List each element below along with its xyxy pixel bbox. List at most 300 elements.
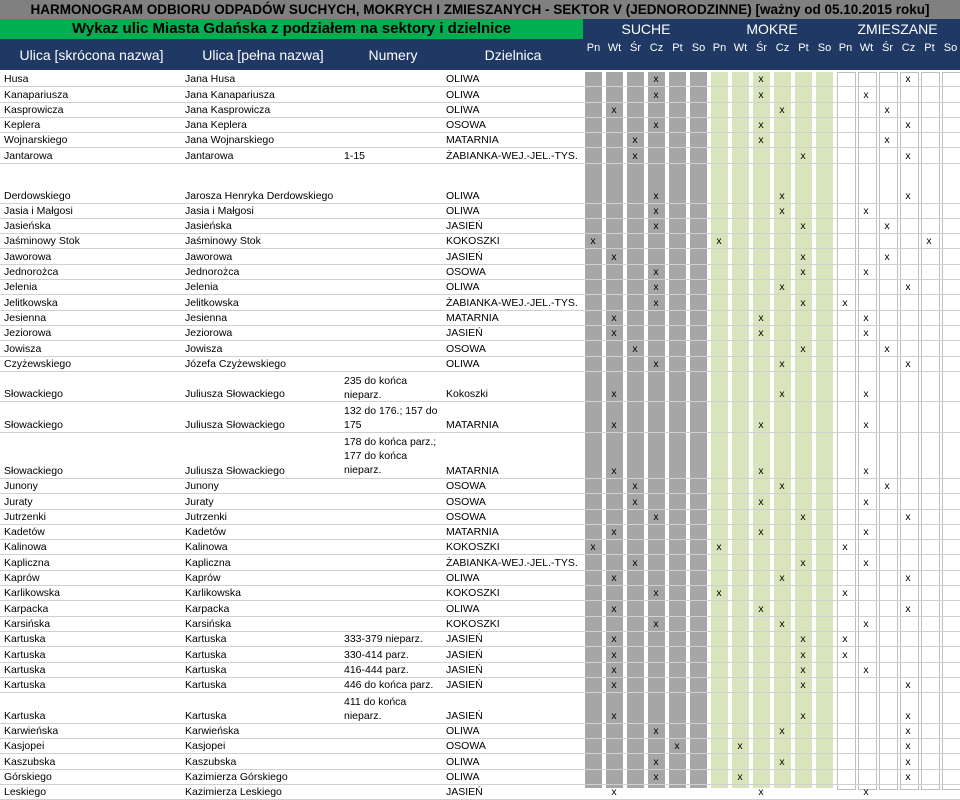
mark-zmieszane-Cz: x xyxy=(905,357,911,370)
table-row xyxy=(0,72,960,87)
column-header-district: Dzielnica xyxy=(484,47,542,63)
cell-full-name: Karpacka xyxy=(185,602,230,615)
table-row xyxy=(0,219,960,234)
cell-short-name: Górskiego xyxy=(4,770,52,783)
cell-district: OSOWA xyxy=(446,495,486,508)
cell-district: OLIWA xyxy=(446,281,480,294)
mark-mokre-Śr: x xyxy=(758,786,764,799)
cell-district: KOKOSZKI xyxy=(446,235,500,248)
mark-suche-Śr: x xyxy=(632,134,638,147)
cell-full-name: Jana Kasprowicza xyxy=(185,103,271,116)
cell-short-name: Kartuska xyxy=(4,663,46,676)
mark-zmieszane-Wt: x xyxy=(863,526,869,539)
cell-numbers: 330-414 parz. xyxy=(344,648,409,661)
mark-suche-Cz: x xyxy=(653,296,659,309)
cell-district: OLIWA xyxy=(446,602,480,615)
mark-mokre-Cz: x xyxy=(779,204,785,217)
mark-mokre-Pt: x xyxy=(800,510,806,523)
table-row xyxy=(0,663,960,678)
mark-zmieszane-Cz: x xyxy=(905,510,911,523)
table-row xyxy=(0,693,960,724)
cell-district: JASIEŃ xyxy=(446,633,483,646)
mark-suche-Cz: x xyxy=(653,88,659,101)
cell-short-name: Jednorożca xyxy=(4,266,59,279)
cell-full-name: Kalinowa xyxy=(185,541,228,554)
cell-short-name: Kasjopei xyxy=(4,740,45,753)
cell-full-name: Jana Kanapariusza xyxy=(185,88,275,101)
cell-district: OSOWA xyxy=(446,740,486,753)
mark-zmieszane-Cz: x xyxy=(905,755,911,768)
table-row xyxy=(0,479,960,494)
table-row xyxy=(0,149,960,164)
table-row xyxy=(0,188,960,203)
group-header-mokre: MOKRE xyxy=(746,21,798,37)
day-header-suche-3: Cz xyxy=(649,42,664,54)
mark-mokre-Pt: x xyxy=(800,342,806,355)
mark-zmieszane-Wt: x xyxy=(863,663,869,676)
column-header-short-name: Ulica [skrócona nazwa] xyxy=(19,47,164,63)
document-title: HARMONOGRAM ODBIORU ODPADÓW SUCHYCH, MOKRYCH I ZMIESZANYCH - SEKTOR V (JEDNORODZINNE) [ważny od 05.10.2015 roku] xyxy=(0,0,960,19)
cell-full-name: Jutrzenki xyxy=(185,510,228,523)
table-row xyxy=(0,87,960,102)
mark-zmieszane-Cz: x xyxy=(905,740,911,753)
mark-suche-Śr: x xyxy=(632,495,638,508)
cell-full-name: Kaprów xyxy=(185,572,221,585)
mark-mokre-Cz: x xyxy=(779,572,785,585)
cell-district: OLIWA xyxy=(446,755,480,768)
table-row xyxy=(0,510,960,525)
mark-mokre-Śr: x xyxy=(758,73,764,86)
cell-district: Kokoszki xyxy=(446,388,489,401)
cell-short-name: Wojnarskiego xyxy=(4,134,68,147)
cell-numbers: 416-444 parz. xyxy=(344,663,409,676)
mark-zmieszane-Pn: x xyxy=(842,296,848,309)
mark-suche-Cz: x xyxy=(653,119,659,132)
mark-mokre-Pn: x xyxy=(716,235,722,248)
mark-suche-Cz: x xyxy=(653,617,659,630)
cell-district: OSOWA xyxy=(446,510,486,523)
cell-short-name: Derdowskiego xyxy=(4,189,71,202)
mark-mokre-Cz: x xyxy=(779,725,785,738)
table-row xyxy=(0,525,960,540)
mark-zmieszane-Cz: x xyxy=(905,679,911,692)
cell-district: JASIEŃ xyxy=(446,648,483,661)
mark-suche-Wt: x xyxy=(611,648,617,661)
mark-suche-Wt: x xyxy=(611,388,617,401)
mark-mokre-Pt: x xyxy=(800,663,806,676)
cell-short-name: Karsińska xyxy=(4,617,51,630)
table-row xyxy=(0,785,960,800)
mark-mokre-Pt: x xyxy=(800,648,806,661)
mark-mokre-Pn: x xyxy=(716,541,722,554)
mark-suche-Cz: x xyxy=(653,73,659,86)
cell-short-name: Kartuska xyxy=(4,709,46,722)
cell-short-name: Jantarowa xyxy=(4,149,53,162)
cell-short-name: Kartuska xyxy=(4,648,46,661)
cell-district: OSOWA xyxy=(446,119,486,132)
cell-district: OLIWA xyxy=(446,189,480,202)
table-row xyxy=(0,118,960,133)
cell-full-name: Jelitkowska xyxy=(185,296,239,309)
table-row xyxy=(0,402,960,433)
mark-mokre-Wt: x xyxy=(737,770,743,783)
table-row xyxy=(0,617,960,632)
cell-full-name: Jasieńska xyxy=(185,220,232,233)
cell-short-name: Leskiego xyxy=(4,786,47,799)
cell-full-name: Józefa Czyżewskiego xyxy=(185,357,286,370)
day-header-zmieszane-4: Pt xyxy=(924,42,935,54)
cell-numbers: 178 do końca parz.; 177 do końca nieparz. xyxy=(344,436,437,477)
mark-zmieszane-Wt: x xyxy=(863,311,869,324)
cell-district: OLIWA xyxy=(446,725,480,738)
cell-full-name: Kazimierza Górskiego xyxy=(185,770,288,783)
table-row xyxy=(0,326,960,341)
cell-district: KOKOSZKI xyxy=(446,587,500,600)
cell-full-name: Jeziorowa xyxy=(185,327,233,340)
mark-zmieszane-Wt: x xyxy=(863,556,869,569)
cell-full-name: Kartuska xyxy=(185,648,227,661)
cell-short-name: Jelitkowska xyxy=(4,296,58,309)
mark-mokre-Wt: x xyxy=(737,740,743,753)
cell-full-name: Jasia i Małgosi xyxy=(185,204,254,217)
table-row xyxy=(0,357,960,372)
mark-mokre-Cz: x xyxy=(779,103,785,116)
table-row xyxy=(0,341,960,356)
cell-short-name: Kalinowa xyxy=(4,541,47,554)
cell-district: OSOWA xyxy=(446,266,486,279)
cell-district: KOKOSZKI xyxy=(446,541,500,554)
mark-suche-Śr: x xyxy=(632,556,638,569)
table-row xyxy=(0,555,960,570)
mark-suche-Śr: x xyxy=(632,149,638,162)
cell-full-name: Kadetów xyxy=(185,526,226,539)
cell-short-name: Jasia i Małgosi xyxy=(4,204,73,217)
cell-short-name: Kadetów xyxy=(4,526,45,539)
mark-suche-Cz: x xyxy=(653,770,659,783)
cell-full-name: Jaśminowy Stok xyxy=(185,235,261,248)
table-row xyxy=(0,678,960,693)
cell-short-name: Słowackiego xyxy=(4,388,63,401)
mark-zmieszane-Cz: x xyxy=(905,73,911,86)
mark-mokre-Pt: x xyxy=(800,679,806,692)
mark-zmieszane-Wt: x xyxy=(863,327,869,340)
mark-zmieszane-Cz: x xyxy=(905,602,911,615)
cell-numbers: 446 do końca parz. xyxy=(344,679,434,692)
group-header-suche: SUCHE xyxy=(621,21,671,37)
mark-zmieszane-Wt: x xyxy=(863,88,869,101)
cell-full-name: Jowisza xyxy=(185,342,223,355)
table-header xyxy=(0,0,960,70)
cell-district: OSOWA xyxy=(446,342,486,355)
day-header-zmieszane-0: Pn xyxy=(838,42,853,54)
group-header-zmieszane: ZMIESZANE xyxy=(857,21,938,37)
mark-zmieszane-Wt: x xyxy=(863,464,869,477)
cell-district: OLIWA xyxy=(446,73,480,86)
mark-zmieszane-Wt: x xyxy=(863,388,869,401)
mark-suche-Cz: x xyxy=(653,755,659,768)
cell-full-name: Jana Husa xyxy=(185,73,236,86)
cell-district: JASIEŃ xyxy=(446,250,483,263)
cell-full-name: Karwieńska xyxy=(185,725,240,738)
cell-full-name: Karlikowska xyxy=(185,587,242,600)
table-row xyxy=(0,601,960,616)
table-row xyxy=(0,571,960,586)
day-header-zmieszane-2: Śr xyxy=(882,42,893,54)
cell-short-name: Kartuska xyxy=(4,633,46,646)
cell-short-name: Junony xyxy=(4,480,38,493)
table-row xyxy=(0,133,960,148)
day-header-mokre-0: Pn xyxy=(712,42,727,54)
mark-zmieszane-Cz: x xyxy=(905,149,911,162)
mark-suche-Wt: x xyxy=(611,103,617,116)
cell-short-name: Husa xyxy=(4,73,29,86)
mark-zmieszane-Śr: x xyxy=(884,342,890,355)
cell-short-name: Jutrzenki xyxy=(4,510,47,523)
cell-full-name: Kasjopei xyxy=(185,740,226,753)
day-header-mokre-3: Cz xyxy=(775,42,790,54)
cell-short-name: Keplera xyxy=(4,119,41,132)
cell-short-name: Czyżewskiego xyxy=(4,357,72,370)
document-subtitle: Wykaz ulic Miasta Gdańska z podziałem na sektory i dzielnice xyxy=(0,19,583,39)
mark-mokre-Cz: x xyxy=(779,357,785,370)
mark-zmieszane-Cz: x xyxy=(905,709,911,722)
mark-suche-Cz: x xyxy=(653,220,659,233)
cell-short-name: Jeziorowa xyxy=(4,327,52,340)
mark-suche-Wt: x xyxy=(611,327,617,340)
cell-full-name: Kapliczna xyxy=(185,556,231,569)
mark-mokre-Cz: x xyxy=(779,189,785,202)
mark-mokre-Śr: x xyxy=(758,419,764,432)
mark-zmieszane-Wt: x xyxy=(863,495,869,508)
row-divider xyxy=(0,163,960,164)
mark-zmieszane-Cz: x xyxy=(905,572,911,585)
mark-mokre-Śr: x xyxy=(758,495,764,508)
mark-mokre-Śr: x xyxy=(758,311,764,324)
mark-suche-Wt: x xyxy=(611,572,617,585)
cell-full-name: Kartuska xyxy=(185,679,227,692)
mark-suche-Wt: x xyxy=(611,250,617,263)
mark-zmieszane-Cz: x xyxy=(905,725,911,738)
cell-short-name: Karwieńska xyxy=(4,725,59,738)
table-row xyxy=(0,280,960,295)
mark-mokre-Pt: x xyxy=(800,149,806,162)
cell-full-name: Juliusza Słowackiego xyxy=(185,419,285,432)
cell-district: MATARNIA xyxy=(446,311,499,324)
mark-suche-Wt: x xyxy=(611,602,617,615)
cell-district: OSOWA xyxy=(446,480,486,493)
cell-full-name: Karsińska xyxy=(185,617,232,630)
cell-full-name: Kaszubska xyxy=(185,755,237,768)
cell-numbers: 333-379 nieparz. xyxy=(344,633,423,646)
table-row xyxy=(0,647,960,662)
mark-suche-Wt: x xyxy=(611,786,617,799)
table-row xyxy=(0,295,960,310)
mark-suche-Cz: x xyxy=(653,281,659,294)
mark-mokre-Cz: x xyxy=(779,755,785,768)
mark-mokre-Pt: x xyxy=(800,266,806,279)
mark-mokre-Śr: x xyxy=(758,134,764,147)
mark-mokre-Śr: x xyxy=(758,464,764,477)
cell-short-name: Słowackiego xyxy=(4,464,63,477)
mark-zmieszane-Wt: x xyxy=(863,617,869,630)
cell-full-name: Juliusza Słowackiego xyxy=(185,388,285,401)
mark-suche-Śr: x xyxy=(632,480,638,493)
mark-suche-Cz: x xyxy=(653,587,659,600)
table-row xyxy=(0,433,960,479)
cell-full-name: Jana Keplera xyxy=(185,119,247,132)
mark-suche-Cz: x xyxy=(653,725,659,738)
mark-mokre-Śr: x xyxy=(758,526,764,539)
mark-zmieszane-Śr: x xyxy=(884,250,890,263)
mark-zmieszane-Wt: x xyxy=(863,204,869,217)
cell-short-name: Jaworowa xyxy=(4,250,52,263)
cell-full-name: Jana Wojnarskiego xyxy=(185,134,275,147)
mark-zmieszane-Pn: x xyxy=(842,541,848,554)
mark-mokre-Śr: x xyxy=(758,119,764,132)
day-header-mokre-1: Wt xyxy=(733,42,748,54)
cell-short-name: Juraty xyxy=(4,495,33,508)
cell-short-name: Kaprów xyxy=(4,572,40,585)
mark-suche-Cz: x xyxy=(653,204,659,217)
mark-zmieszane-Śr: x xyxy=(884,480,890,493)
cell-district: JASIEŃ xyxy=(446,327,483,340)
cell-short-name: Kanapariusza xyxy=(4,88,69,101)
mark-suche-Wt: x xyxy=(611,663,617,676)
mark-suche-Cz: x xyxy=(653,357,659,370)
mark-mokre-Śr: x xyxy=(758,88,764,101)
day-header-suche-2: Śr xyxy=(630,42,641,54)
cell-short-name: Kartuska xyxy=(4,679,46,692)
mark-suche-Wt: x xyxy=(611,464,617,477)
cell-district: ŻABIANKA-WEJ.-JEL.-TYS. xyxy=(446,556,578,569)
cell-numbers: 411 do końca nieparz. xyxy=(344,696,407,723)
cell-district: ŻABIANKA-WEJ.-JEL.-TYS. xyxy=(446,149,578,162)
mark-zmieszane-Cz: x xyxy=(905,189,911,202)
cell-full-name: Juliusza Słowackiego xyxy=(185,464,285,477)
mark-zmieszane-Śr: x xyxy=(884,103,890,116)
cell-district: JASIEŃ xyxy=(446,220,483,233)
mark-suche-Wt: x xyxy=(611,709,617,722)
mark-mokre-Pt: x xyxy=(800,296,806,309)
mark-suche-Wt: x xyxy=(611,679,617,692)
cell-numbers: 235 do końca nieparz. xyxy=(344,374,408,401)
table-row xyxy=(0,739,960,754)
mark-zmieszane-Pn: x xyxy=(842,648,848,661)
table-row xyxy=(0,249,960,264)
table-row xyxy=(0,632,960,647)
cell-short-name: Karlikowska xyxy=(4,587,61,600)
table-row xyxy=(0,234,960,249)
cell-district: MATARNIA xyxy=(446,526,499,539)
day-header-zmieszane-5: So xyxy=(943,42,958,54)
cell-short-name: Karpacka xyxy=(4,602,49,615)
cell-full-name: Junony xyxy=(185,480,219,493)
column-header-numbers: Numery xyxy=(368,47,418,63)
day-header-zmieszane-1: Wt xyxy=(859,42,874,54)
cell-district: KOKOSZKI xyxy=(446,617,500,630)
cell-district: OLIWA xyxy=(446,103,480,116)
cell-full-name: Kartuska xyxy=(185,663,227,676)
mark-zmieszane-Cz: x xyxy=(905,770,911,783)
mark-zmieszane-Śr: x xyxy=(884,220,890,233)
mark-mokre-Pt: x xyxy=(800,633,806,646)
mark-suche-Wt: x xyxy=(611,526,617,539)
mark-zmieszane-Cz: x xyxy=(905,281,911,294)
day-header-suche-1: Wt xyxy=(607,42,622,54)
mark-zmieszane-Pt: x xyxy=(926,235,932,248)
mark-suche-Pt: x xyxy=(674,740,680,753)
mark-zmieszane-Wt: x xyxy=(863,786,869,799)
cell-short-name: Jasieńska xyxy=(4,220,51,233)
table-row xyxy=(0,724,960,739)
mark-mokre-Pt: x xyxy=(800,250,806,263)
day-header-zmieszane-3: Cz xyxy=(901,42,916,54)
mark-mokre-Cz: x xyxy=(779,480,785,493)
mark-zmieszane-Wt: x xyxy=(863,419,869,432)
mark-mokre-Pt: x xyxy=(800,709,806,722)
cell-district: ŻABIANKA-WEJ.-JEL.-TYS. xyxy=(446,296,578,309)
cell-full-name: Kartuska xyxy=(185,709,227,722)
table-row xyxy=(0,540,960,555)
cell-district: JASIEŃ xyxy=(446,709,483,722)
column-header-full-name: Ulica [pełna nazwa] xyxy=(202,47,324,63)
cell-full-name: Jarosza Henryka Derdowskiego xyxy=(185,189,334,202)
day-header-suche-5: So xyxy=(691,42,706,54)
mark-zmieszane-Pn: x xyxy=(842,633,848,646)
cell-short-name: Jaśminowy Stok xyxy=(4,235,80,248)
mark-suche-Wt: x xyxy=(611,633,617,646)
mark-zmieszane-Śr: x xyxy=(884,134,890,147)
day-header-mokre-4: Pt xyxy=(798,42,809,54)
cell-full-name: Jesienna xyxy=(185,311,228,324)
table-row xyxy=(0,265,960,280)
mark-mokre-Pt: x xyxy=(800,220,806,233)
cell-full-name: Juraty xyxy=(185,495,214,508)
cell-district: JASIEŃ xyxy=(446,663,483,676)
cell-full-name: Kazimierza Leskiego xyxy=(185,786,282,799)
mark-mokre-Cz: x xyxy=(779,388,785,401)
cell-short-name: Kasprowicza xyxy=(4,103,64,116)
cell-district: OLIWA xyxy=(446,770,480,783)
mark-zmieszane-Pn: x xyxy=(842,587,848,600)
cell-full-name: Jaworowa xyxy=(185,250,233,263)
table-row xyxy=(0,372,960,403)
mark-zmieszane-Cz: x xyxy=(905,119,911,132)
cell-short-name: Jelenia xyxy=(4,281,38,294)
mark-suche-Śr: x xyxy=(632,342,638,355)
table-row xyxy=(0,494,960,509)
mark-mokre-Śr: x xyxy=(758,327,764,340)
mark-suche-Cz: x xyxy=(653,189,659,202)
mark-mokre-Cz: x xyxy=(779,617,785,630)
cell-full-name: Kartuska xyxy=(185,633,227,646)
cell-short-name: Jowisza xyxy=(4,342,42,355)
mark-suche-Cz: x xyxy=(653,510,659,523)
table-row xyxy=(0,770,960,785)
mark-mokre-Śr: x xyxy=(758,602,764,615)
cell-short-name: Kaszubska xyxy=(4,755,56,768)
mark-suche-Pn: x xyxy=(590,235,596,248)
cell-district: OLIWA xyxy=(446,88,480,101)
cell-district: JASIEŃ xyxy=(446,679,483,692)
day-header-mokre-2: Śr xyxy=(756,42,767,54)
day-header-mokre-5: So xyxy=(817,42,832,54)
table-row xyxy=(0,754,960,769)
cell-short-name: Jesienna xyxy=(4,311,47,324)
mark-suche-Wt: x xyxy=(611,419,617,432)
cell-district: MATARNIA xyxy=(446,134,499,147)
cell-district: MATARNIA xyxy=(446,464,499,477)
